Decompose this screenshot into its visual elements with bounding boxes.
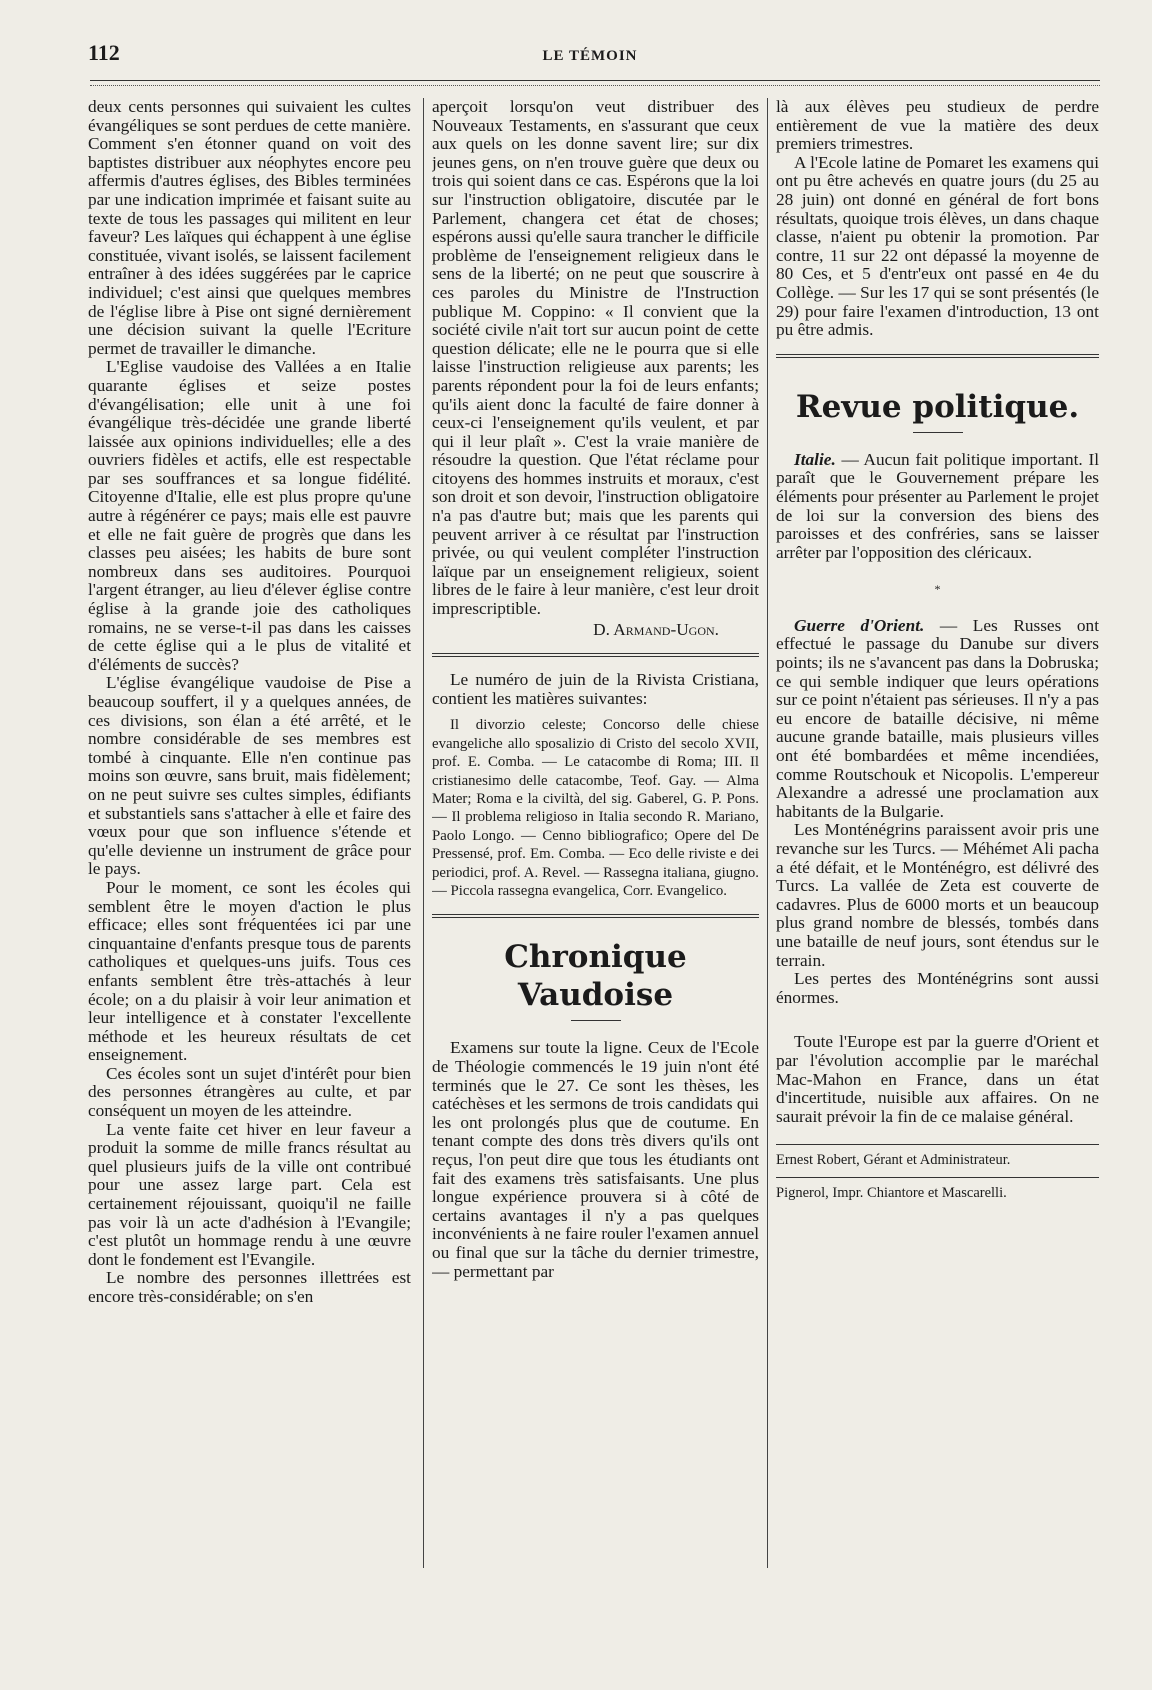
italie-text: — Aucun fait politique important. Il paraît que le Gouvernement prépare les éléments pour présenter au Parlement le projet de loi sur la conversion des biens des paroisses et des confréries, sans se laisser arrêter par l'opposition des cléricaux. <box>776 449 1099 562</box>
article-signature: D. Armand-Ugon. <box>593 619 719 639</box>
rule <box>776 1177 1099 1178</box>
page-number: 112 <box>88 40 120 65</box>
section-heading-revue-politique: Revue politique. <box>795 388 1080 425</box>
paragraph: deux cents personnes qui suivaient les cultes évangéliques se sont perdues de cette manière. Comment s'en étonner quand on voit des baptistes distribuer aux néophytes encore peu affermis d'autres églises, des Bibles terminées par une indication imprimée et faisant suite au texte de tous les passages qui militent en leur faveur? Les laïques qui échappent à une église constituée, vivant isolés, se laissent facilement entraîner à des idées suggérées par le caprice individuel; c'est ainsi que quelques membres de l'église libre à Pise ont signé dernièrement une décision suivant la quelle l'Ecriture permet de travailler le dimanche. <box>88 98 411 358</box>
italie-lead: Italie. <box>794 449 836 469</box>
header-rule <box>90 80 1100 86</box>
section-heading-chronique-vaudoise: Chronique Vaudoise <box>504 939 687 1014</box>
rule <box>776 1144 1099 1145</box>
column-3 <box>776 98 1099 1568</box>
guerre-text: — Les Russes ont effectué le passage du Danube sur divers points; ils ne s'avancent pas dans la Dobruska; ce qui semble indiquer que leurs opérations sur ce point n'étaient pas sérieuses. Il n'y a pas eu encore de bataille décisive, ni même aucune grande bataille, mais plusieurs villes ont été bombardées et même incendiées, comme Routschouk et Nicopolis. L'empereur Alexandre a adressé une proclamation aux habitants de la Bulgarie. <box>776 615 1099 821</box>
column-2 <box>432 98 759 1568</box>
paragraph: Les pertes des Monténégrins sont aussi énormes. <box>776 969 1099 1007</box>
page-header <box>80 40 1100 76</box>
paragraph: L'église évangélique vaudoise de Pise a beaucoup souffert, il y a quelques années, de ces divisions, son élan a été arrêté, et le nombre considérable de ses membres est tombé à cinquante. Elle n'en continue pas moins son œuvre, sans bruit, mais fidèlement; on ne peut suivre ses cultes simples, édifiants et substantiels sans s'attacher à elle et faire des vœux pour que son influence s'étende et qu'elle devienne un instrument de grâce pour le pays. <box>88 673 411 879</box>
guerre-lead: Guerre d'Orient. <box>794 615 925 635</box>
short-rule <box>913 432 963 433</box>
paragraph: Toute l'Europe est par la guerre d'Orient et par l'évolution accomplie par le maréchal Mac-Mahon en France, dans un état d'incertitude, nuisible aux affaires. On ne saurait prévoir la fin de ce malaise général. <box>776 1032 1099 1126</box>
paragraph: A l'Ecole latine de Pomaret les examens qui ont pu être achevés en quatre jours (du 25 au 28 juin) ont donné en général de fort bons résultats, quoique trois élèves, un dans chaque classe, n'aient pu obtenir la promotion. Par contre, 11 sur 22 ont dépassé la moyenne de 80 Ces, et 5 d'entr'eux ont passé en 4e du Collège. — Sur les 17 qui se sont présentés (le 29) pour faire l'examen d'introduction, 13 ont pu être admis. <box>776 152 1099 340</box>
paragraph: La vente faite cet hiver en leur faveur a produit la somme de mille francs résultat au quel plusieurs juifs de la ville ont contribué pour une assez large part. Cela est certainement réjouissant, quoiqu'il ne faille pas voir là un acte d'adhésion à l'Evangile; c'est plutôt un hommage rendu à une œuvre dont le fondement est l'Evangile. <box>88 1119 411 1269</box>
column-1 <box>88 98 411 1568</box>
paragraph: Pour le moment, ce sont les écoles qui semblent être le moyen d'action le plus efficace; elles sont fréquentées ici par une cinquantaine d'enfants presque tous de parents catholiques et quelques-uns juifs. Tous ces enfants semblent être très-attachés à leur école; on a du plaisir à voir leur animation et leur intelligence et à constater l'excellente méthode et les heureux résultats de cet enseignement. <box>88 877 411 1065</box>
paragraph-guerre <box>776 617 1099 822</box>
star-separator: * <box>934 582 941 597</box>
section-separator <box>432 653 759 657</box>
paragraph: Ces écoles sont un sujet d'intérêt pour bien des personnes étrangères au culte, et par conséquent un moyen de les atteindre. <box>88 1063 411 1121</box>
running-title: LE TÉMOIN <box>542 48 638 64</box>
paragraph: là aux élèves peu studieux de perdre entièrement de vue la matière des deux premiers trimestres. <box>776 98 1099 154</box>
rivista-intro: Le numéro de juin de la Rivista Cristiana, contient les matières suivantes: <box>432 670 759 708</box>
gerant-line: Ernest Robert, Gérant et Administrateur. <box>776 1152 1011 1169</box>
paragraph: aperçoit lorsqu'on veut distribuer des Nouveaux Testaments, en s'assurant que ceux aux quels on les donne savent lire; sur dix jeunes gens, on n'en trouve guère que deux ou trois qui soient dans ce cas. Espérons que la loi sur l'instruction obligatoire, discutée par le Parlement, changera cet état de choses; espérons aussi qu'elle saura trancher le difficile problème de l'enseignement religieux dans le sens de la liberté; on ne peut que souscrire à ces paroles du Ministre de l'Instruction publique M. Coppino: « Il convient que la société civile n'ait tort sur aucun point de cette question délicate; elle ne le pourra que si elle laisse l'instruction religieuse aux parents; les parents répondent pour la foi de leurs enfants; qu'ils aient donc la faculté de faire donner à ceux-ci l'enseignement qu'ils veulent, et par qui il leur plaît ». C'est la vraie manière de résoudre la question. Que l'état réclame pour citoyens des hommes instruits et moraux, c'est son droit et son devoir, l'instruction obligatoire n'a pas d'autre but; mais que les parents qui peuvent arriver à ce résultat par l'instruction privée, ou qui veulent compléter l'instruction laïque par un enseignement religieux, soient libres de le faire à leur manière, c'est leur droit imprescriptible. <box>432 98 759 619</box>
printer-line: Pignerol, Impr. Chiantore et Mascarelli. <box>776 1185 1007 1202</box>
section-separator <box>432 914 759 918</box>
section-separator <box>776 354 1099 358</box>
paragraph-italie <box>776 451 1099 563</box>
paragraph: Examens sur toute la ligne. Ceux de l'Ecole de Théologie commencés le 19 juin n'ont été terminés que le 27. Ce sont les thèses, les catéchèses et les sermons de trois candidats qui les ont prolongés plus que de coutume. En tenant compte des dons très divers qu'ils ont reçus, l'on peut dire que tous les étudiants ont fait des examens très satisfaisants. Une plus longue expérience prouvera si à côté de certains avantages il n'y a pas quelques inconvénients à ne faire rouler l'examen annuel ou final que sur la tâche du dernier trimestre, — permettant par <box>432 1038 759 1281</box>
rivista-contents: Il divorzio celeste; Concorso delle chiese evangeliche allo sposalizio di Cristo del secolo XVII, prof. E. Comba. — Le catacombe di Roma; III. Il cristianesimo delle catacombe, Teof. Gay. — Alma Mater; Roma e la civiltà, del sig. Gaberel, G. P. Pons. — Il problema religioso in Italia secondo R. Mariano, Paolo Longo. — Cenno bibliografico; Opere del De Pressensé, prof. Em. Comba. — Eco delle riviste e dei periodici, prof. A. Revel. — Rassegna italiana, giugno. — Piccola rassegna evangelica, Corr. Evangelico. <box>432 717 759 900</box>
paragraph: Le nombre des personnes illettrées est encore très-considérable; on s'en <box>88 1268 411 1306</box>
short-rule <box>571 1020 621 1021</box>
paragraph: L'Eglise vaudoise des Vallées a en Italie quarante églises et seize postes d'évangélisation; elle unit à une foi évangélique très-décidée une grande liberté laissée aux opinions individuelles; elle a des ouvriers fidèles et actifs, elle est respectable par ses souffrances et sa longue fidélité. Citoyenne d'Italie, elle est plus propre qu'une autre à régénérer ce pays; mais elle est pauvre et elle ne fait guère de progrès que dans les classes peu aisées; les habits de bure sont nombreux dans ses auditoires. Pourquoi l'argent étranger, au lieu d'élever église contre église à la grande joie des catholiques romains, ne se verse-t-il pas dans les caisses de cette église qui a le plus de vitalité et d'éléments de succès? <box>88 357 411 674</box>
paragraph: Les Monténégrins paraissent avoir pris une revanche sur les Turcs. — Méhémet Ali pacha a été défait, et le Monténégro, est délivré des Turcs. La vallée de Zeta est couverte de cadavres. Plus de 6000 morts et un beaucoup plus grand nombre de blessés, tombés dans une bataille de neuf jours, sont étendus sur le terrain. <box>776 820 1099 970</box>
column-divider <box>423 98 424 1568</box>
column-divider <box>767 98 768 1568</box>
